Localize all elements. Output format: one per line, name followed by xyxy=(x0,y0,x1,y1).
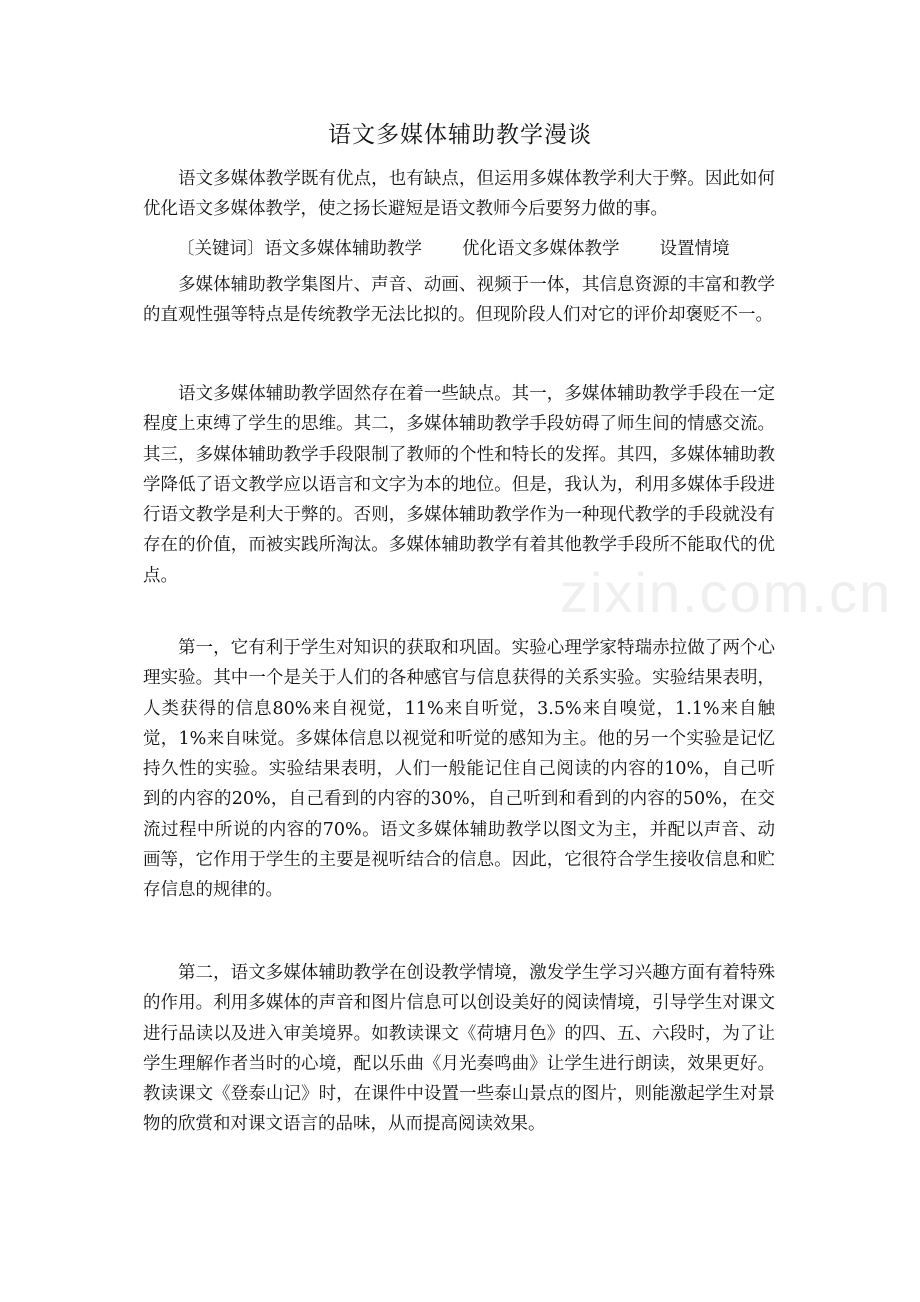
paragraph-point-two: 第二，语文多媒体辅助教学在创设教学情境，激发学生学习兴趣方面有着特殊的作用。利用多媒体的声音和图片信息可以创设美好的阅读情境，引导学生对课文进行品读以及进入审美境界。如教读课文《荷塘月色》的四、五、六段时，为了让学生理解作者当时的心境，配以乐曲《月光奏鸣曲》让学生进行朗读，效果更好。教读课文《登泰山记》时，在课件中设置一些泰山景点的图片，则能激起学生对景物的欣赏和对课文语言的品味，从而提高阅读效果。 xyxy=(143,963,775,1135)
abstract-block xyxy=(143,164,775,225)
keyword-1: 〔关键词〕语文多媒体辅助教学 xyxy=(177,239,422,259)
point-two-block xyxy=(143,958,775,1140)
document-title: 语文多媒体辅助教学漫谈 xyxy=(328,122,592,148)
intro-block xyxy=(143,270,775,331)
paragraph-drawbacks: 语文多媒体辅助教学固然存在着一些缺点。其一，多媒体辅助教学手段在一定程度上束缚了学生的思维。其二，多媒体辅助教学手段妨碍了师生间的情感交流。其三，多媒体辅助教学手段限制了教师的个性和特长的发挥。其四，多媒体辅助教学降低了语文教学应以语言和文字为本的地位。但是，我认为，利用多媒体手段进行语文教学是利大于弊的。否则，多媒体辅助教学作为一种现代教学的手段就没有存在的价值，而被实践所淘汰。多媒体辅助教学有着其他教学手段所不能取代的优点。 xyxy=(143,384,775,586)
abstract-paragraph: 语文多媒体教学既有优点，也有缺点，但运用多媒体教学利大于弊。因此如何优化语文多媒体教学，使之扬长避短是语文教师今后要努力做的事。 xyxy=(143,169,775,220)
keywords-block xyxy=(143,234,775,264)
keywords-line xyxy=(143,234,775,264)
keyword-3: 设置情境 xyxy=(659,239,730,259)
point-one-block xyxy=(143,633,775,906)
paragraph-intro: 多媒体辅助教学集图片、声音、动画、视频于一体，其信息资源的丰富和教学的直观性强等特点是传统教学无法比拟的。但现阶段人们对它的评价却褒贬不一。 xyxy=(143,275,775,326)
watermark: zixin.com.cn xyxy=(560,561,893,624)
paragraph-point-one: 第一，它有利于学生对知识的获取和巩固。实验心理学家特瑞赤拉做了两个心理实验。其中一个是关于人们的各种感官与信息获得的关系实验。实验结果表明，人类获得的信息80%来自视觉，11%来自听觉，3.5%来自嗅觉，1.1%来自触觉，1%来自味觉。多媒体信息以视觉和听觉的感知为主。他的另一个实验是记忆持久性的实验。实验结果表明，人们一般能记住自己阅读的内容的10%，自己听到的内容的20%，自己看到的内容的30%，自己听到和看到的内容的50%，在交流过程中所说的内容的70%。语文多媒体辅助教学以图文为主，并配以声音、动画等，它作用于学生的主要是视听结合的信息。因此，它很符合学生接收信息和贮存信息的规律的。 xyxy=(143,638,775,901)
keyword-2: 优化语文多媒体教学 xyxy=(462,239,620,259)
